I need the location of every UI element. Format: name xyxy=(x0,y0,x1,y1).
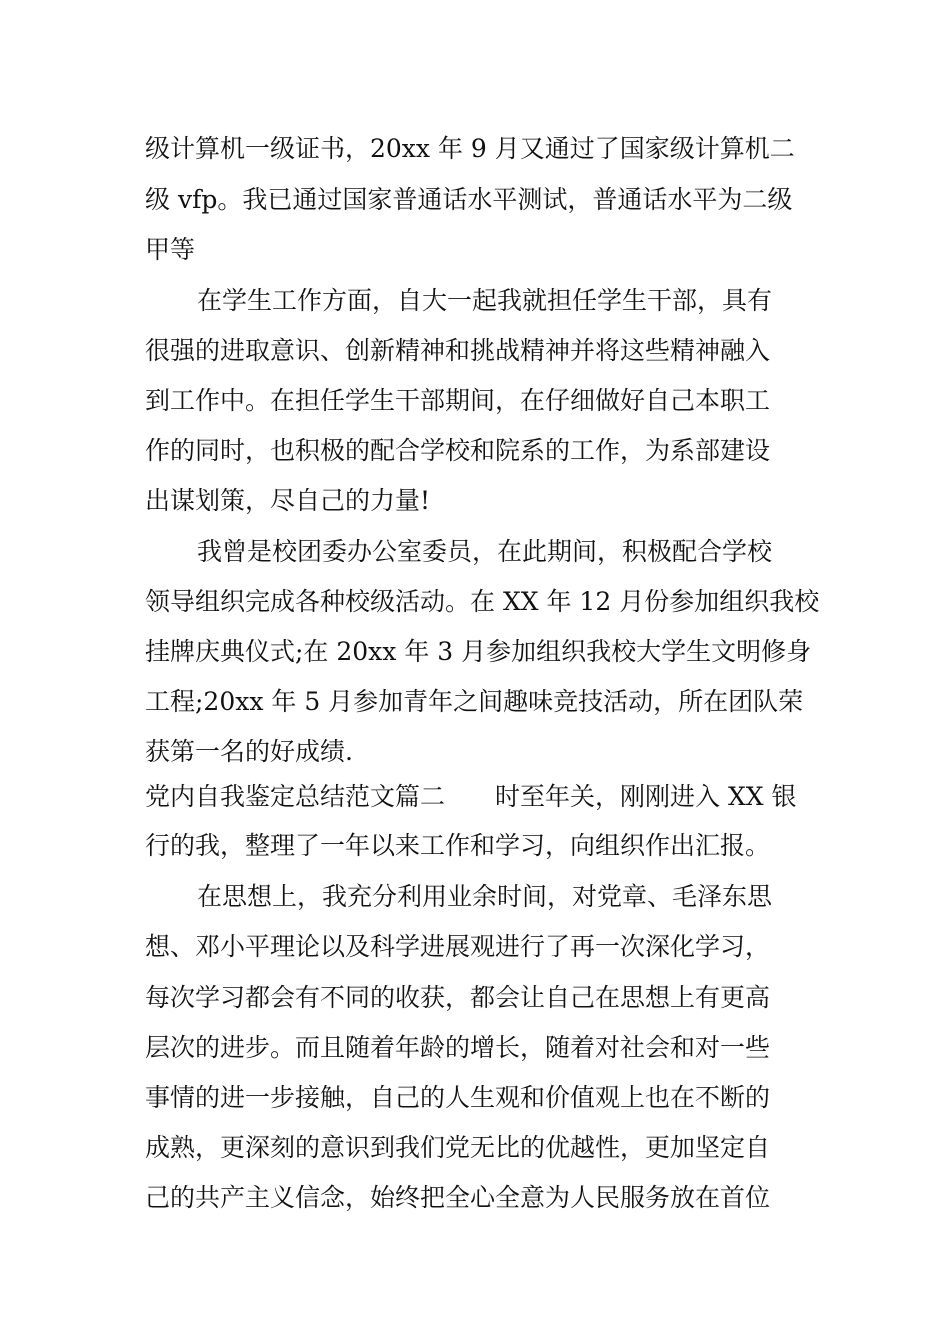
text-line-17: 想、邓小平理论以及科学进展观进行了再一次深化学习， xyxy=(145,932,771,961)
text-line-15: 行的我，整理了一年以来工作和学习，向组织作出汇报。 xyxy=(145,831,771,860)
text-line-13: 获第一名的好成绩. xyxy=(145,737,353,766)
text-line-10: 领导组织完成各种校级活动。在 XX 年 12 月份参加组织我校 xyxy=(145,587,820,616)
text-line-18: 每次学习都会有不同的收获，都会让自己在思想上有更高 xyxy=(145,983,771,1012)
text-line-1: 级计算机一级证书，20xx 年 9 月又通过了国家级计算机二 xyxy=(145,134,795,163)
text-line-3: 甲等 xyxy=(145,235,196,264)
text-line-20: 事情的进一步接触，自己的人生观和价值观上也在不断的 xyxy=(145,1083,771,1112)
paragraph-start-line-9: 我曾是校团委办公室委员，在此期间，积极配合学校 xyxy=(197,537,773,566)
text-line-7: 作的同时，也积极的配合学校和院系的工作，为系部建设 xyxy=(145,436,771,465)
text-line-19: 层次的进步。而且随着年龄的增长，随着对社会和对一些 xyxy=(145,1033,771,1062)
section-heading-line-14: 党内自我鉴定总结范文篇二 时至年关，刚刚进入 XX 银 xyxy=(145,782,797,811)
text-line-11: 挂牌庆典仪式;在 20xx 年 3 月参加组织我校大学生文明修身 xyxy=(145,637,812,666)
text-line-5: 很强的进取意识、创新精神和挑战精神并将这些精神融入 xyxy=(145,336,771,365)
paragraph-start-line-16: 在思想上，我充分利用业余时间，对党章、毛泽东思 xyxy=(197,882,773,911)
text-line-12: 工程;20xx 年 5 月参加青年之间趣味竞技活动，所在团队荣 xyxy=(145,687,804,716)
paragraph-start-line-4: 在学生工作方面，自大一起我就担任学生干部，具有 xyxy=(197,286,773,315)
text-line-8: 出谋划策，尽自己的力量! xyxy=(145,486,431,515)
text-line-22: 己的共产主义信念，始终把全心全意为人民服务放在首位 xyxy=(145,1183,771,1212)
text-line-21: 成熟，更深刻的意识到我们党无比的优越性，更加坚定自 xyxy=(145,1133,771,1162)
text-line-6: 到工作中。在担任学生干部期间，在仔细做好自己本职工 xyxy=(145,386,771,415)
text-line-2: 级 vfp。我已通过国家普通话水平测试，普通话水平为二级 xyxy=(145,185,793,214)
